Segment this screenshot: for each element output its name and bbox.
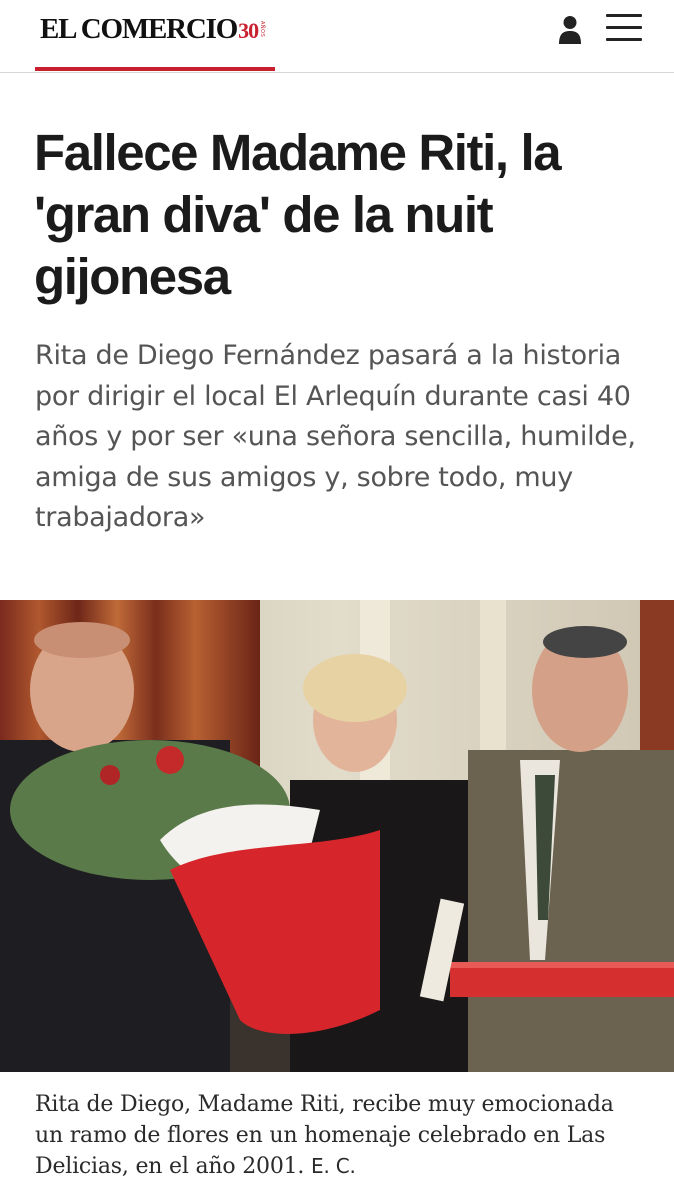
logo-active-underline bbox=[35, 67, 275, 71]
article-subheadline: Rita de Diego Fernández pasará a la historia por dirigir el local El Arlequín durante casi 40 años y por ser «una señora sencilla, humilde, amiga de sus amigos y, sobre todo, muy trabajadora» bbox=[35, 340, 636, 533]
menu-line bbox=[606, 14, 642, 17]
menu-line bbox=[606, 38, 642, 41]
article-headline: Fallece Madame Riti, la 'gran diva' de la nuit gijonesa bbox=[34, 124, 561, 305]
site-logo[interactable] bbox=[40, 12, 265, 46]
menu-line bbox=[606, 26, 642, 29]
logo-anniversary-label: AÑOS bbox=[259, 21, 266, 38]
photo-credit: E. C. bbox=[311, 1154, 356, 1178]
logo-text: EL COMERCIO bbox=[40, 13, 238, 45]
user-icon-glyph bbox=[556, 14, 584, 46]
article-photo[interactable] bbox=[0, 600, 674, 1072]
user-icon[interactable] bbox=[556, 14, 584, 46]
photo-caption-text: Rita de Diego, Madame Riti, recibe muy emocionada un ramo de flores en un homenaje celebrado en Las Delicias, en el año 2001. bbox=[35, 1092, 614, 1179]
logo-anniversary-number: 30 bbox=[238, 18, 259, 43]
hamburger-menu-icon[interactable] bbox=[606, 14, 642, 46]
site-header bbox=[0, 0, 674, 73]
photo-caption bbox=[35, 1089, 645, 1182]
photo-illustration bbox=[0, 600, 674, 1072]
